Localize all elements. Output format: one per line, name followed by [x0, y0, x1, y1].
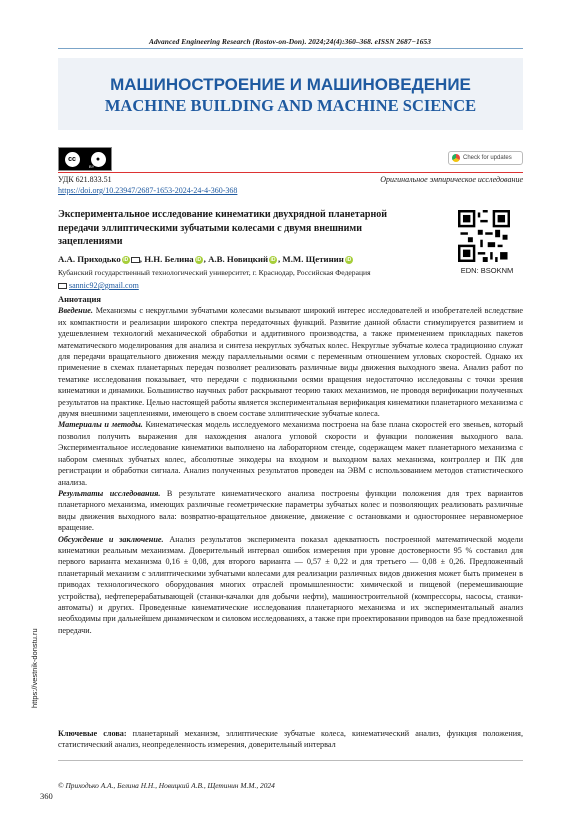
section-label: Введение.: [58, 306, 93, 316]
section-title-ru: МАШИНОСТРОЕНИЕ И МАШИНОВЕДЕНИЕ: [110, 75, 471, 94]
journal-header: Advanced Engineering Research (Rostov-on-Don). 2024;24(4):360–368. eISSN 2687−1653: [148, 37, 432, 46]
keywords: [58, 728, 523, 751]
footer-rule: [58, 760, 523, 761]
section-text: Анализ результатов эксперимента показал адекватность построенной математической модели кинематики реальным механизмам. Доверительный интервал ошибок измерения при уровне достоверности 95 % составил для первого варианта механизма 0,16 ± 0,08, для второго варианта — 0,57 ± 0,22 и для третьего — 0,08 ± 0,26. Предложенный планетарный механизм с эллиптическими зубчатыми колесами для реализации различных видов движения может быть применен в приводах технологического оборудования многих отраслей промышленности: химической и пищевой (перемешивающие устройства), нефтеперерабатывающей (станки-качалки для добычи нефти), машиностроительной (компрессоры, насосы, станки-автоматы) и других. Проведенные кинематические исследования планетарного механизма и их экспериментальный анализ необходимы при дальнейшем динамическом и силовом исследованиях, а также при проектировании приводов на базе предложенной передачи.: [58, 534, 524, 635]
article-title: Экспериментальное исследование кинематики двухрядной планетарной передачи эллиптическими зубчатыми колесами с двумя внешними зацеплениями: [58, 209, 387, 247]
section-text: Кинематическая модель исследуемого механизма построена на базе плана скоростей его звеньев, который позволил получить выражения для нахождения аналога угловой скорости и функции положения выходного вала. Экспериментальное исследование кинематики выполнено на лабораторном стенде, содержащем макет планетарного механизма с набором сменных зубчатых колес, абсолютные энкодеры на входном и выходном валах механизма, контроллер и ПК для регистрации и обработки сигнала. Анализ полученных результатов проведен на ЭВМ с использованием методов статистического анализа.: [58, 420, 524, 487]
abstract-paragraph: [58, 488, 523, 534]
section-label: Материалы и методы.: [58, 420, 143, 430]
edn-code: EDN: BSOKNM: [460, 266, 514, 275]
orcid-icon[interactable]: iD: [196, 256, 202, 263]
author-name[interactable]: М.М. Щетинин: [282, 254, 344, 264]
abstract-paragraph: [58, 419, 523, 487]
abstract-paragraph: [58, 534, 523, 637]
section-text: В результате кинематического анализа построены функции положения для трех вариантов планетарного механизма, имеющих различные геометрические параметры зубчатых колес и позволяющих реализовать различные виды движения выходного вала: возвратно-вращательное движение, движение с остановками и одностороннее неравномерное вращение.: [58, 488, 523, 533]
doi-link[interactable]: https://doi.org/10.23947/2687-1653-2024-24-4-360-368: [58, 186, 238, 195]
abstract-paragraph: [58, 305, 523, 419]
email-line: [58, 281, 139, 290]
author-name[interactable]: А.В. Новицкий: [208, 254, 269, 264]
section-title-en: MACHINE BUILDING AND MACHINE SCIENCE: [104, 96, 477, 115]
by-person-icon: ●: [91, 152, 106, 167]
cc-icon: cc: [65, 152, 80, 167]
orcid-icon[interactable]: iD: [270, 256, 276, 263]
abstract: [58, 294, 523, 636]
divider-rule: [58, 172, 523, 173]
crossmark-icon: [452, 154, 460, 162]
orcid-icon[interactable]: iD: [346, 256, 352, 263]
udk-code: УДК 621.833.51: [58, 175, 112, 184]
author-name[interactable]: А.А. Приходько: [58, 254, 121, 264]
section-label: Результаты исследования.: [58, 488, 161, 498]
envelope-icon: [58, 283, 67, 289]
section-label: Обсуждение и заключение.: [58, 534, 164, 544]
affiliation: Кубанский государственный технологический университет, г. Краснодар, Российская Федерация: [58, 268, 371, 277]
keywords-text: планетарный механизм, эллиптические зубчатые колеса, кинематический анализ, функция положения, статистический анализ, неопределенность измерения, доверительный интервал: [58, 729, 523, 750]
email-link[interactable]: sannic92@gmail.com: [69, 281, 139, 290]
author-list: А.А. Приходько iD , Н.Н. Белина iD , А.В. Новицкий iD , М.М. Щетинин iD: [58, 254, 352, 264]
orcid-icon[interactable]: iD: [123, 256, 129, 263]
cc-license-badge[interactable]: [58, 147, 112, 171]
check-updates-label: Check for updates: [463, 155, 512, 161]
qr-code-icon: [458, 210, 510, 262]
keywords-label: Ключевые слова:: [58, 729, 127, 738]
article-type: Оригинальное эмпирическое исследование: [380, 175, 523, 184]
section-text: Механизмы с некруглыми зубчатыми колесами вызывают широкий интерес исследователей и изобретателей вследствие их компактности и реализации широкого спектра передаточных функций. Развитие данной области стимулируется развитием и удешевлением технологий механической обработки и аддитивного производства, а также применением прикладных пакетов математического моделирования для анализа и синтеза некруглых зубчатых колес. Некруглые зубчатые колеса традиционно служат для передачи вращательного движения между параллельными осями с переменным отношением угловых скоростей. Однако их применение в схемах планетарных передач позволяет реализовать различные виды движения выходного звена. Анализ работ по тематике исследования показывает, что передачи с подвижными осями вращения недостаточно исследованы с точки зрения кинематики и динамики. Большинство научных работ раскрывают теорию таких механизмов, не проводя верификации полученных результатов на практике. Целью настоящей работы является экспериментальная верификация кинематики планетарного механизма с двумя внешними зацеплениями, имеющего в своем составе эллиптические зубчатые колеса.: [58, 306, 523, 419]
check-for-updates-button[interactable]: [448, 151, 523, 165]
copyright: © Приходько А.А., Белина Н.Н., Новицкий А.В., Щетинин М.М., 2024: [58, 781, 275, 790]
page-number: 360: [40, 791, 53, 801]
author-name[interactable]: Н.Н. Белина: [144, 254, 194, 264]
header-rule: [58, 48, 523, 49]
by-label: BY: [89, 164, 95, 169]
envelope-icon: [131, 257, 140, 263]
side-url[interactable]: https://vestnik-donstu.ru: [30, 628, 39, 708]
abstract-heading: Аннотация: [58, 294, 101, 304]
